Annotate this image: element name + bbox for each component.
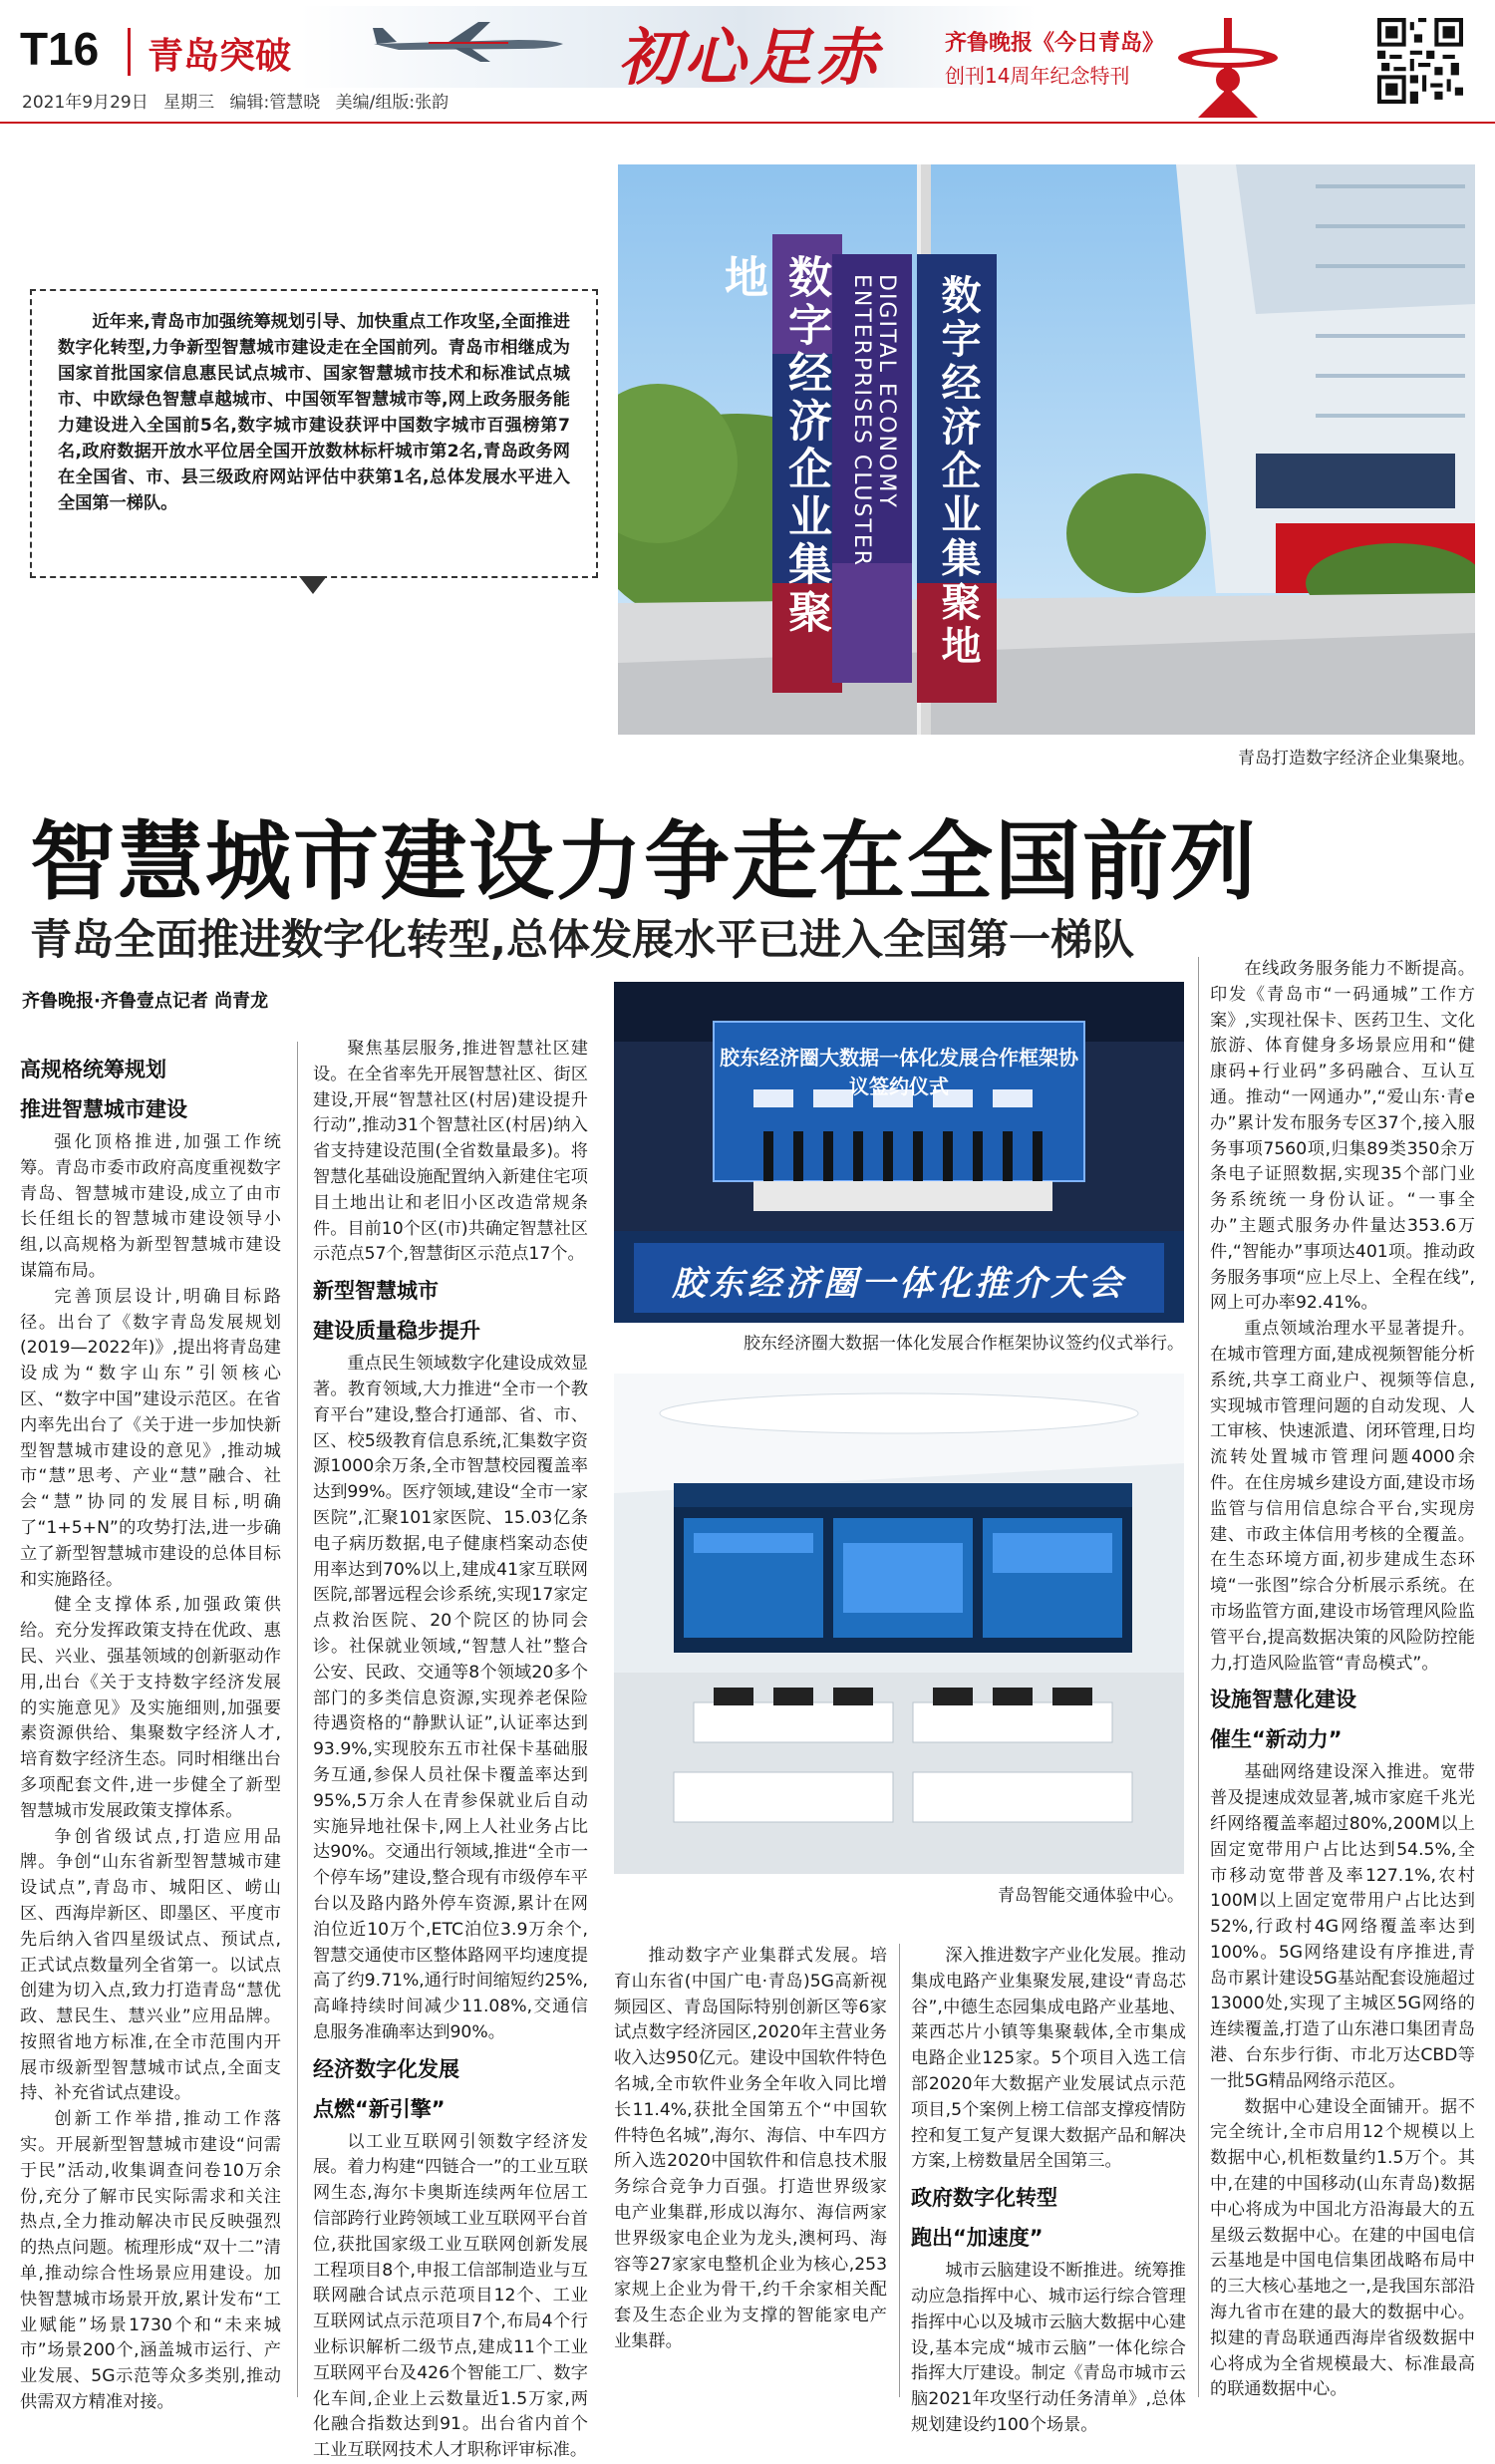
banner-text-english: DIGITAL ECONOMY ENTERPRISES CLUSTER: [849, 274, 899, 568]
article-column-4: [911, 1944, 1186, 2439]
article-column-2: [313, 1037, 588, 2464]
article-paragraph: 推动数字产业集群式发展。培育山东省(中国广电·青岛)5G高新视频园区、青岛国际特别创新区等6家试点数字经济园区,2020年主营业务收入达950亿元。建设中国软件特色名城,全市软件业务全年收入同比增长11.4%,获批全国第五个“中国软件特色名城”,海尔、海信、中车四方所入选2020中国软件和信息技术服务综合竞争力百强。打造世界级家电产业集群,形成以海尔、海信两家世界级家电企业为龙头,澳柯玛、海容等27家家电整机企业为核心,253家规上企业为骨干,约千余家相关配套及生态企业为支撑的智能家电产业集群。: [614, 1946, 887, 2351]
article-column-5: [1210, 957, 1475, 2403]
article-paragraph: 以工业互联网引领数字经济发展。着力构建“四链合一”的工业互联网生态,海尔卡奥斯连续两年位居工信部跨行业跨领域工业互联网平台首位,获批国家级工业互联网创新发展工程项目8个,申报工信部制造业与互联网融合试点示范项目12个、工业互联网试点示范项目7个,布局4个行业标识解析二级节点,建成11个工业互联网平台及426个智能工厂、数字化车间,企业上云数量近1.5万家,两化融合指数达到91。出台省内首个工业互联网技术人才职称评审标准。: [313, 2131, 588, 2461]
column-divider: [297, 1042, 298, 2397]
newspaper-logo: 齐鲁晚报《今日青岛》: [945, 31, 1165, 56]
article-paragraph: 深入推进数字产业化发展。推动集成电路产业集聚发展,建设“青岛芯谷”,中德生态园集成电路产业基地、莱西芯片小镇等集聚载体,全市集成电路企业125家。5个项目入选工信部2020年大数据产业发展试点示范项目,5个案例上榜工信部支撑疫情防控和复工复产复课大数据产品和解决方案,上榜数量居全国第三。: [911, 1946, 1186, 2172]
slogan-calligraphy: 初心足赤: [618, 21, 882, 94]
section-heading: 政府数字化转型: [911, 2186, 1057, 2211]
column-divider: [899, 1944, 900, 2397]
article-paragraph: 重点领域治理水平显著提升。在城市管理方面,建成视频智能分析系统,共享工商业户、视频等信息,实现城市管理问题的自动发现、人工审核、快速派遣、闭环管理,日均流转处置城市管理问题4000余件。在住房城乡建设方面,建设市场监管与信用信息综合平台,实现房建、市政主体信用考核的全覆盖。在生态环境方面,初步建成生态环境“一张图”综合分析展示系统。在市场监管方面,建设市场管理风险监管平台,提高数据决策的风险防控能力,打造风险监管“青岛模式”。: [1210, 1319, 1475, 1674]
section-heading: 设施智慧化建设: [1210, 1688, 1356, 1712]
header-divider: [128, 28, 131, 76]
banner-text-right: 数字经济企业集聚地: [935, 274, 981, 669]
photo-signing-ceremony: [614, 982, 1184, 1323]
header-rule: [0, 122, 1495, 124]
banner-text-left: 数字经济企业集聚地: [717, 254, 831, 637]
article-paragraph: 数据中心建设全面铺开。据不完全统计,全市启用12个规模以上数据中心,机柜数量约1.5万个。其中,在建的中国移动(山东青岛)数据中心将成为中国北方沿海最大的五星级云数据中心。在建的中国电信云基地是中国电信集团战略布局中的三大核心基地之一,是我国东部沿海九省市在建的最大的数据中心。拟建的青岛联通西海岸省级数据中心将成为全省规模最大、标准最高的联通数据中心。: [1210, 2096, 1475, 2400]
section-heading: 高规格统筹规划: [20, 1058, 166, 1081]
article-column-3: [614, 1944, 887, 2355]
ceremony-screen-text: 胶东经济圈大数据一体化发展合作框架协议签约仪式: [720, 1046, 1078, 1098]
article-paragraph: 在线政务服务能力不断提高。印发《青岛市“一码通城”工作方案》,实现社保卡、医药卫生、文化旅游、体育健身多场景应用和“健康码+行业码”多码融合、互认互通。推动“一网通办”,“爱山东·青e办”累计发布服务专区37个,接入服务事项7560项,归集89类350余万条电子证照数据,实现35个部门业务系统统一身份认证。“一事全办”主题式服务办件量达353.6万件,“智能办”事项达401项。推动政务服务事项“应上尽上、全程在线”,网上可办率92.41%。: [1210, 959, 1475, 1314]
section-heading: 催生“新动力”: [1210, 1727, 1343, 1752]
article-paragraph: 城市云脑建设不断推进。统筹推动应急指挥中心、城市运行综合管理指挥中心以及城市云脑大数据中心建设,基本完成“城市云脑”一体化综合指挥大厅建设。制定《青岛市城市云脑2021年攻坚行动任务清单》,总体规划建设约100个场景。: [911, 2261, 1186, 2435]
photo-caption-bottom: 青岛智能交通体验中心。: [998, 1886, 1184, 1906]
article-title: 智慧城市建设力争走在全国前列: [30, 812, 1258, 912]
qr-code-icon[interactable]: [1377, 18, 1463, 104]
section-name: 青岛突破: [148, 36, 292, 77]
intro-box: 近年来,青岛市加强统筹规划引导、加快重点工作攻坚,全面推进数字化转型,力争新型智慧城市建设走在全国前列。青岛市相继成为国家首批国家信息惠民试点城市、国家智慧城市技术和标准试点城市、中欧绿色智慧卓越城市、中国领军智慧城市等,网上政务服务能力建设进入全国前5名,数字城市建设获评中国数字城市百强榜第7名,政府数据开放水平位居全国开放数林标杆城市第2名,青岛政务网在全国省、市、县三级政府网站评估中获第1名,总体发展水平进入全国第一梯队。: [30, 289, 598, 578]
issue-meta: 2021年9月29日 星期三 编辑:管慧晓 美编/组版:张韵: [22, 93, 449, 113]
photo-caption-middle: 胶东经济圈大数据一体化发展合作框架协议签约仪式举行。: [744, 1334, 1184, 1354]
article-paragraph: 基础网络建设深入推进。宽带普及提速成效显著,城市家庭千兆光纤网络覆盖率超过80%,200M以上固定宽带用户占比达到54.5%,全市移动宽带普及率127.1%,农村100M以上固定宽带用户占比达到52%,行政村4G网络覆盖率达到100%。5G网络建设有序推进,青岛市累计建设5G基站配套设施超过13000处,实现了主城区5G网络的连续覆盖,打造了山东港口集团青岛港、台东步行街、市北万达CBD等一批5G精品网络示范区。: [1210, 1762, 1475, 2091]
section-heading: 经济数字化发展: [313, 2056, 459, 2081]
photo-caption-top: 青岛打造数字经济企业集聚地。: [1238, 749, 1475, 769]
article-paragraph: 创新工作举措,推动工作落实。开展新型智慧城市建设“问需于民”活动,收集调查问卷10万余份,充分了解市民实际需求和关注热点,全力推动解决市民反映强烈的热点问题。梳理形成“双十二”清单,推动综合性场景应用建设。加快智慧城市场景开放,累计发布“工业赋能”场景1730个和“未来城市”场景200个,涵盖城市运行、产业发展、5G示范等众多类别,推动供需双方精准对接。: [20, 2109, 281, 2413]
photo-digital-economy-cluster: [618, 164, 1475, 735]
page-header: [0, 0, 1495, 125]
column-divider: [1198, 957, 1199, 2397]
section-heading: 点燃“新引擎”: [313, 2096, 446, 2121]
article-paragraph: 健全支撑体系,加强政策供给。充分发挥政策支持在优政、惠民、兴业、强基领域的创新驱动作用,出台《关于支持数字经济发展的实施意见》及实施细则,加强要素资源供给、集聚数字经济人才,培育数字经济生态。同时相继出台多项配套文件,进一步健全了新型智慧城市发展政策支撑体系。: [20, 1595, 281, 1821]
ceremony-stage-text: 胶东经济圈一体化推介大会: [672, 1264, 1126, 1304]
article-column-1: [20, 1047, 281, 2416]
article-paragraph: 争创省级试点,打造应用品牌。争创“山东省新型智慧城市建设试点”,青岛市、城阳区、崂山区、西海岸新区、即墨区、平度市先后纳入省四星级试点、预试点,正式试点数量列全省第一。以试点创建为切入点,致力打造青岛“慧优政、慧民生、慧兴业”应用品牌。按照省地方标准,在全市范围内开展市级新型智慧城市试点,全面支持、补充省试点建设。: [20, 1826, 281, 2104]
page-number: T16: [20, 23, 100, 75]
speech-bubble-tail: [299, 576, 327, 594]
section-heading: 建设质量稳步提升: [313, 1319, 480, 1344]
section-heading: 跑出“加速度”: [911, 2226, 1044, 2251]
photo-traffic-center: [614, 1374, 1184, 1874]
article-paragraph: 重点民生领域数字化建设成效显著。教育领域,大力推进“全市一个教育平台”建设,整合打通部、省、市、区、校5级教育信息系统,汇集数字资源1000余万条,全市智慧校园覆盖率达到99%。医疗领域,建设“全市一家医院”,汇聚101家医院、15.03亿条电子病历数据,电子健康档案动态使用率达到70%以上,建成41家互联网医院,部署远程会诊系统,实现17家定点救治医院、20个院区的协同会诊。社保就业领域,“智慧人社”整合公安、民政、交通等8个领域20多个部门的多类信息资源,实现养老保险待遇资格的“静默认证”,认证率达到93.9%,实现胶东五市社保卡基础服务互通,参保人员社保卡覆盖率达到95%,5万余人在青参保就业后自动实施异地社保卡,网上人社业务占比达90%。交通出行领域,推进“全市一个停车场”建设,整合现有市级停车平台以及路内路外停车资源,累计在网泊位近10万个,ETC泊位3.9万余个,智慧交通使市区整体路网平均速度提高了约9.71%,通行时间缩短约25%,高峰持续时间减少11.08%,交通信息服务准确率达到90%。: [313, 1354, 589, 2042]
article-paragraph: 完善顶层设计,明确目标路径。出台了《数字青岛发展规划(2019—2022年)》,提出将青岛建设成为“数字山东”引领核心区、“数字中国”建设示范区。在省内率先出台了《关于进一步加快新型智慧城市建设的意见》,推动城市“慧”思考、产业“慧”融合、社会“慧”协同的发展目标,明确了“1+5+N”的攻势打法,进一步确立了新型智慧城市建设的总体目标和实施路径。: [20, 1286, 281, 1590]
section-heading: 推进智慧城市建设: [20, 1097, 187, 1121]
anniversary-label: 创刊14周年纪念特刊: [945, 64, 1130, 88]
tv-tower-icon: [1168, 18, 1288, 118]
article-byline: 齐鲁晚报·齐鲁壹点记者 尚青龙: [22, 991, 269, 1012]
section-heading: 新型智慧城市: [313, 1279, 439, 1304]
article-subtitle: 青岛全面推进数字化转型,总体发展水平已进入全国第一梯队: [30, 915, 1134, 964]
article-paragraph: 聚焦基层服务,推进智慧社区建设。在全省率先开展智慧社区、街区建设,开展“智慧社区(村居)建设提升行动”,推动31个智慧社区(村居)纳入省支持建设范围(全省数量最多)。将智慧化基础设施配置纳入新建住宅项目土地出让和老旧小区改造常规条件。目前10个区(市)共确定智慧社区示范点57个,智慧街区示范点17个。: [313, 1039, 588, 1265]
airplane-icon: [369, 18, 568, 64]
article-paragraph: 强化顶格推进,加强工作统筹。青岛市委市政府高度重视数字青岛、智慧城市建设,成立了由市长任组长的智慧城市建设领导小组,以高规格为新型智慧城市建设谋篇布局。: [20, 1132, 281, 1281]
